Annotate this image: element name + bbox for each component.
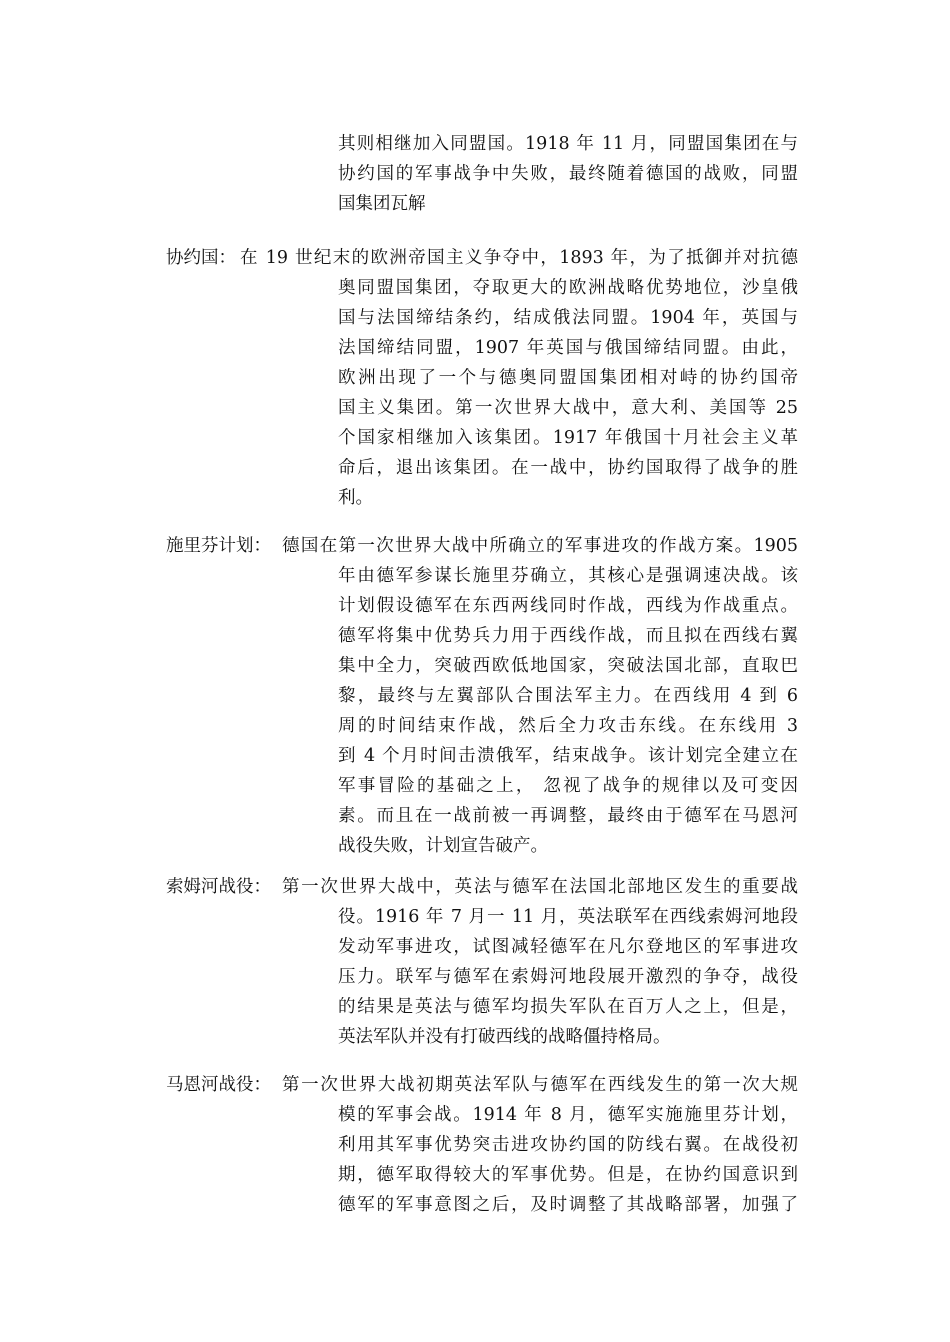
definition-line: 黎，最终与左翼部队合围法军主力。在西线用 4 到 6 xyxy=(338,686,798,706)
definition-line: 法国缔结同盟，1907 年英国与俄国缔结同盟。由此， xyxy=(338,338,798,358)
glossary-term: 索姆河战役： xyxy=(166,877,271,897)
definition-line: 期，德军取得较大的军事优势。但是，在协约国意识到 xyxy=(338,1165,798,1185)
definition-line: 军事冒险的基础之上， 忽视了战争的规律以及可变因 xyxy=(338,776,798,796)
paragraph-line: 国集团瓦解 xyxy=(338,194,426,214)
paragraph-line: 协约国的军事战争中失败，最终随着德国的战败，同盟 xyxy=(338,164,798,184)
definition-line: 发动军事进攻，试图减轻德军在凡尔登地区的军事进攻 xyxy=(338,937,798,957)
definition-line: 役。1916 年 7 月一 11 月，英法联军在西线索姆河地段 xyxy=(338,907,798,927)
definition-line: 第一次世界大战中，英法与德军在法国北部地区发生的重要战 xyxy=(282,877,798,897)
definition-line: 战役失败，计划宣告破产。 xyxy=(338,836,548,856)
glossary-term: 施里芬计划： xyxy=(166,536,271,556)
definition-line: 德军的军事意图之后，及时调整了其战略部署，加强了 xyxy=(338,1195,798,1215)
definition-line: 奥同盟国集团，夺取更大的欧洲战略优势地位，沙皇俄 xyxy=(338,278,798,298)
definition-line: 利用其军事优势突击进攻协约国的防线右翼。在战役初 xyxy=(338,1135,798,1155)
definition-line: 第一次世界大战初期英法军队与德军在西线发生的第一次大规 xyxy=(282,1075,798,1095)
definition-line: 周的时间结束作战，然后全力攻击东线。在东线用 3 xyxy=(338,716,798,736)
definition-line: 素。而且在一战前被一再调整，最终由于德军在马恩河 xyxy=(338,806,798,826)
definition-line: 集中全力，突破西欧低地国家，突破法国北部，直取巴 xyxy=(338,656,798,676)
definition-line: 年由德军参谋长施里芬确立，其核心是强调速决战。该 xyxy=(338,566,798,586)
definition-line: 国主义集团。第一次世界大战中，意大利、美国等 25 xyxy=(338,398,798,418)
definition-line: 模的军事会战。1914 年 8 月，德军实施施里芬计划， xyxy=(338,1105,798,1125)
definition-line: 的结果是英法与德军均损失军队在百万人之上，但是， xyxy=(338,997,798,1017)
definition-line: 德军将集中优势兵力用于西线作战，而且拟在西线右翼 xyxy=(338,626,798,646)
definition-line: 个国家相继加入该集团。1917 年俄国十月社会主义革 xyxy=(338,428,798,448)
definition-line: 英法军队并没有打破西线的战略僵持格局。 xyxy=(338,1027,671,1047)
paragraph-line: 其则相继加入同盟国。1918 年 11 月，同盟国集团在与 xyxy=(338,134,798,154)
definition-line: 在 19 世纪末的欧洲帝国主义争夺中，1893 年，为了抵御并对抗德 xyxy=(240,248,798,268)
definition-line: 德国在第一次世界大战中所确立的军事进攻的作战方案。1905 xyxy=(282,536,798,556)
definition-line: 计划假设德军在东西两线同时作战，西线为作战重点。 xyxy=(338,596,798,616)
definition-line: 命后，退出该集团。在一战中，协约国取得了战争的胜 xyxy=(338,458,798,478)
definition-line: 欧洲出现了一个与德奥同盟国集团相对峙的协约国帝 xyxy=(338,368,798,388)
glossary-term: 马恩河战役： xyxy=(166,1075,271,1095)
definition-line: 利。 xyxy=(338,488,373,508)
definition-line: 到 4 个月时间击溃俄军，结束战争。该计划完全建立在 xyxy=(338,746,798,766)
definition-line: 压力。联军与德军在索姆河地段展开激烈的争夺，战役 xyxy=(338,967,798,987)
glossary-term: 协约国： xyxy=(166,248,236,268)
definition-line: 国与法国缔结条约，结成俄法同盟。1904 年，英国与 xyxy=(338,308,798,328)
